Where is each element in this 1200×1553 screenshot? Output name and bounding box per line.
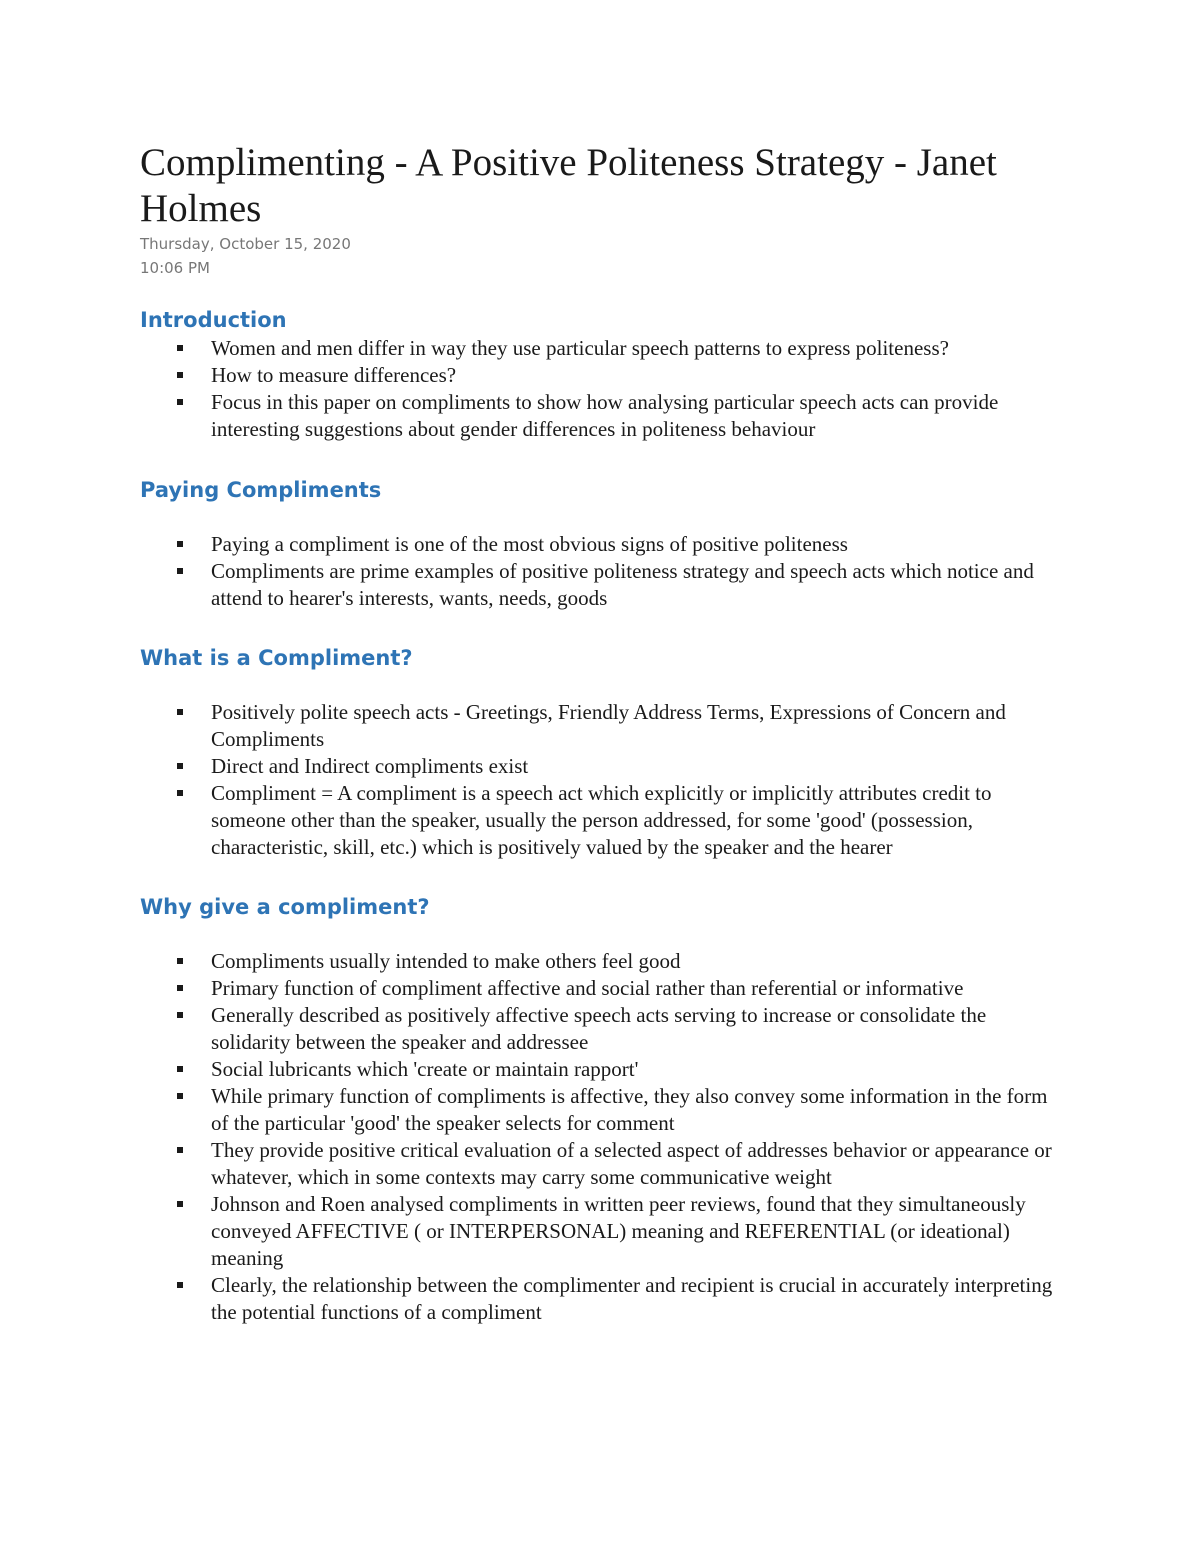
bullet-square-icon (177, 541, 183, 547)
list-item (140, 362, 1070, 389)
list-item-text: Compliments usually intended to make others feel good (211, 949, 681, 973)
list-item (140, 335, 1070, 362)
bullet-square-icon (177, 372, 183, 378)
section-heading: Why give a compliment? (140, 895, 430, 919)
list-item (140, 948, 1070, 975)
list-item (140, 780, 1070, 861)
list-item (140, 1137, 1070, 1191)
bullet-square-icon (177, 763, 183, 769)
bullet-square-icon (177, 1201, 183, 1207)
note-date: Thursday, October 15, 2020 (140, 235, 351, 253)
list-item-text: Clearly, the relationship between the complimenter and recipient is crucial in accurately interpreting the potential functions of a compliment (211, 1273, 1053, 1324)
note-page (140, 140, 1070, 1326)
list-item (140, 1191, 1070, 1272)
list-item-text: Positively polite speech acts - Greetings, Friendly Address Terms, Expressions of Concern and Compliments (211, 700, 1006, 751)
bullet-square-icon (177, 345, 183, 351)
list-item (140, 531, 1070, 558)
list-item-text: Compliments are prime examples of positive politeness strategy and speech acts which notice and attend to hearer's interests, wants, needs, goods (211, 559, 1034, 610)
list-item-text: Focus in this paper on compliments to show how analysing particular speech acts can provide interesting suggestions about gender differences in politeness behaviour (211, 390, 999, 441)
section-paying-compliments (140, 476, 1070, 612)
list-item-text: Compliment = A compliment is a speech act which explicitly or implicitly attributes credit to someone other than the speaker, usually the person addressed, for some 'good' (possession, characteristic, skill, etc.) which is positively valued by the speaker and the hearer (211, 781, 992, 859)
list-item (140, 558, 1070, 612)
list-item (140, 1056, 1070, 1083)
list-item-text: How to measure differences? (211, 363, 457, 387)
list-item (140, 699, 1070, 753)
bullet-square-icon (177, 1147, 183, 1153)
list-item-text: Direct and Indirect compliments exist (211, 754, 529, 778)
bullet-list (140, 335, 1070, 443)
bullet-list (140, 699, 1070, 861)
list-item-text: Primary function of compliment affective and social rather than referential or informative (211, 976, 964, 1000)
list-item-text: Paying a compliment is one of the most obvious signs of positive politeness (211, 532, 848, 556)
list-item (140, 389, 1070, 443)
list-item-text: Women and men differ in way they use particular speech patterns to express politeness? (211, 336, 949, 360)
bullet-list (140, 531, 1070, 612)
list-item (140, 753, 1070, 780)
bullet-square-icon (177, 1093, 183, 1099)
bullet-square-icon (177, 568, 183, 574)
list-item (140, 975, 1070, 1002)
list-item-text: Social lubricants which 'create or maintain rapport' (211, 1057, 639, 1081)
section-heading: Introduction (140, 308, 287, 332)
list-item-text: While primary function of compliments is affective, they also convey some information in the form of the particular 'good' the speaker selects for comment (211, 1084, 1048, 1135)
bullet-square-icon (177, 790, 183, 796)
bullet-square-icon (177, 1012, 183, 1018)
note-timestamp (140, 232, 1070, 280)
section-heading: What is a Compliment? (140, 646, 413, 670)
bullet-square-icon (177, 958, 183, 964)
note-time: 10:06 PM (140, 259, 210, 277)
section-introduction (140, 306, 1070, 443)
page-title: Complimenting - A Positive Politeness Strategy - Janet Holmes (140, 141, 997, 230)
list-item-text: Generally described as positively affective speech acts serving to increase or consolidate the solidarity between the speaker and addressee (211, 1003, 987, 1054)
list-item (140, 1002, 1070, 1056)
bullet-square-icon (177, 399, 183, 405)
list-item-text: They provide positive critical evaluation of a selected aspect of addresses behavior or appearance or whatever, which in some contexts may carry some communicative weight (211, 1138, 1052, 1189)
list-item (140, 1272, 1070, 1326)
list-item (140, 1083, 1070, 1137)
bullet-square-icon (177, 1066, 183, 1072)
bullet-square-icon (177, 709, 183, 715)
list-item-text: Johnson and Roen analysed compliments in written peer reviews, found that they simultaneously conveyed AFFECTIVE ( or INTERPERSONAL) meaning and REFERENTIAL (or ideational) meaning (211, 1192, 1026, 1270)
bullet-list (140, 948, 1070, 1326)
section-what-is-a-compliment (140, 644, 1070, 861)
section-why-give-a-compliment (140, 893, 1070, 1326)
bullet-square-icon (177, 1282, 183, 1288)
section-heading: Paying Compliments (140, 478, 382, 502)
bullet-square-icon (177, 985, 183, 991)
